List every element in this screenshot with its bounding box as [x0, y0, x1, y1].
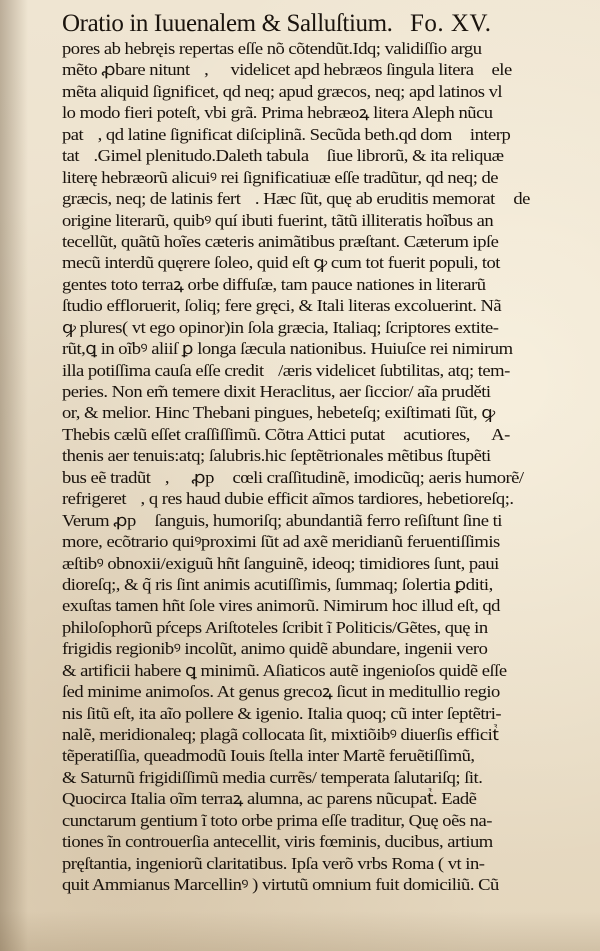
- text-line: frigidis regionibꝰ incolũt, animo quidẽ abundare, ingenii vero: [62, 639, 488, 659]
- text-line: græcis, neq; de latinis fertᷣ. Hæc ſũt, quę ab eruditis memoratᷣ de: [62, 189, 530, 209]
- text-line: lo modo fieri poteſt, vbi grã. Prima hebræoꝝ litera Aleph nũcu: [62, 103, 493, 123]
- text-line: mecũ interdũ quęrere ſoleo, quid eſt ꝙ cum tot fuerit populi, tot: [62, 253, 500, 273]
- text-line: origine literarũ, quibꝰ quí ibuti fuerint, tãtũ illiteratis hoĩbus an: [62, 210, 494, 230]
- running-title: Oratio in Iuuenalem & Salluſtium.: [62, 10, 393, 37]
- text-line: philoſophorũ pŕceps Ariſtoteles ſcribit ĩ Politicis/Gẽtes, quę in: [62, 617, 488, 637]
- text-line: & artificii habere ꝗ minimũ. Aſiaticos autẽ ingenioſos quidẽ eſſe: [62, 660, 507, 680]
- text-line: ſed minime animoſos. At genus grecoꝝ ſicut in meditullio regio: [62, 682, 500, 702]
- text-line: patᷣ, qd latine ſignificat diſciplinã. Secũda beth.qd domꝰ interp: [62, 124, 511, 144]
- text-line: literę hebræorũ alicuiꝰ rei ſignificatiuæ eſſe tradũtur, qd neq; de: [62, 167, 499, 187]
- text-line: refrigeretᷣ, q res haud dubie efficit aĩmos tardiores, hebetioreſq;.: [62, 489, 514, 509]
- text-line: rũt,ꝗ in oĩbꝰ aliiſ ꝑ longa ſæcula nationibus. Huiuſce rei nimirum: [62, 339, 513, 359]
- text-line: gentes toto terraꝝ orbe diffuſæ, tam pauce nationes in literarũ: [62, 274, 486, 294]
- text-line: æſtibꝰ obnoxii/exiguũ hñt ſanguinẽ, ideoq; timidiores ſunt, paui: [62, 553, 499, 573]
- text-line: exuſtas tamen hñt ſole vires animorũ. Nimirum hoc illud eſt, qd: [62, 596, 500, 616]
- text-line: pręſtantia, ingeniorũ claritatibus. Ipſa verõ vrbs Roma ( vt in-: [62, 853, 485, 873]
- text-line: more, ecõtrario quiꝰproximi ſũt ad axẽ meridianũ feruentiſſimis: [62, 532, 500, 552]
- text-line: thenis aer tenuis:atq; ſalubris.hic ſeptẽtrionales mẽtibus ſtupẽti: [62, 446, 491, 466]
- gutter-shadow: [0, 0, 28, 951]
- text-line: tiones ĩn controuerſia antecellit, viris fœminis, ducibus, artium: [62, 832, 493, 852]
- text-line: Verum ꝓpᷣ ſanguis, humoriſq; abundantiã ferro reſiſtunt ſine ti: [62, 510, 502, 530]
- text-line: mẽta aliquid ſignificet, qd neq; apud græcos, neq; apd latinos vl: [62, 81, 503, 101]
- text-line: & Saturnũ frigidiſſimũ media currẽs/ temperata ſalutariſq; ſit.: [62, 767, 483, 787]
- text-line: illa potiſſima cauſa eſſe creditᷣ/æris videlicet ſubtilitas, atq; tem-: [62, 360, 510, 380]
- text-line: quit Ammianus Marcellinꝰ ) virtutũ omnium fuit domiciliũ. Cũ: [62, 875, 499, 895]
- text-line: tẽperatiſſia, queadmodũ Iouis ſtella inter Martẽ feruẽtiſſimũ,: [62, 746, 475, 766]
- text-line: cunctarum gentium ĩ toto orbe prima eſſe traditur, Quę oẽs na-: [62, 810, 492, 830]
- body-text: [62, 38, 582, 896]
- text-line: Thebis cælũ eſſet craſſiſſimũ. Cõtra Attici putatᷣ acutiores, ꝙ A-: [62, 424, 510, 444]
- text-line: Quocirca Italia oĩm terraꝝ alumna, ac parens nũcupatᷣ. Eadẽ: [62, 789, 477, 809]
- page-edge-shading: [0, 911, 600, 951]
- text-line: pores ab hebręis repertas eſſe nõ cõtendũt.Idq; validiſſio argu: [62, 39, 482, 58]
- text-line: bus eẽ tradũtᷣ, ꝙ ꝓpᷣ cœli craſſitudinẽ, imodicũq; aeris humorẽ/: [62, 467, 524, 487]
- text-line: dioreſq;, & q̃ ris ſint animis acutiſſimis, ſummaq; ſolertia ꝑditi,: [62, 574, 493, 594]
- folio-number: Fo. XV.: [410, 10, 492, 37]
- text-line: mẽto ꝓbare nituntᷣ, ꝙ videlicet apd hebræos ſingula literaꝝ ele: [62, 60, 512, 80]
- text-line: or, & melior. Hinc Thebani pingues, hebeteſq; exiſtimati ſũt, ꝙ: [62, 403, 495, 423]
- text-line: ſtudio effloruerit, ſoliq; fere gręci, & Itali literas excoluerint. Nã: [62, 296, 502, 316]
- text-line: tecellũt, quãtũ hoĩes cæteris animãtibus præſtant. Cæterum ipſe: [62, 231, 499, 251]
- text-line: peries. Non em̃ temere dixit Heraclitus, aer ſiccior/ aĩa pruděti: [62, 382, 491, 401]
- text-line: nis ſitũ eſt, ita aĩo pollere & igenio. Italia quoq; cũ inter ſeptẽtri-: [62, 703, 502, 723]
- text-line: tatᷣ.Gimel plenitudo.Daleth tabulaꝝ ſiue librorũ, & ita reliquæ: [62, 146, 504, 166]
- text-line: ꝙ plures( vt ego opinor)in ſola græcia, Italiaq; ſcriptores extite-: [62, 317, 499, 337]
- text-line: nalẽ, meridionaleq; plagã collocata ſit, mixtiõibꝰ diuerſis efficitᷣ: [62, 725, 499, 744]
